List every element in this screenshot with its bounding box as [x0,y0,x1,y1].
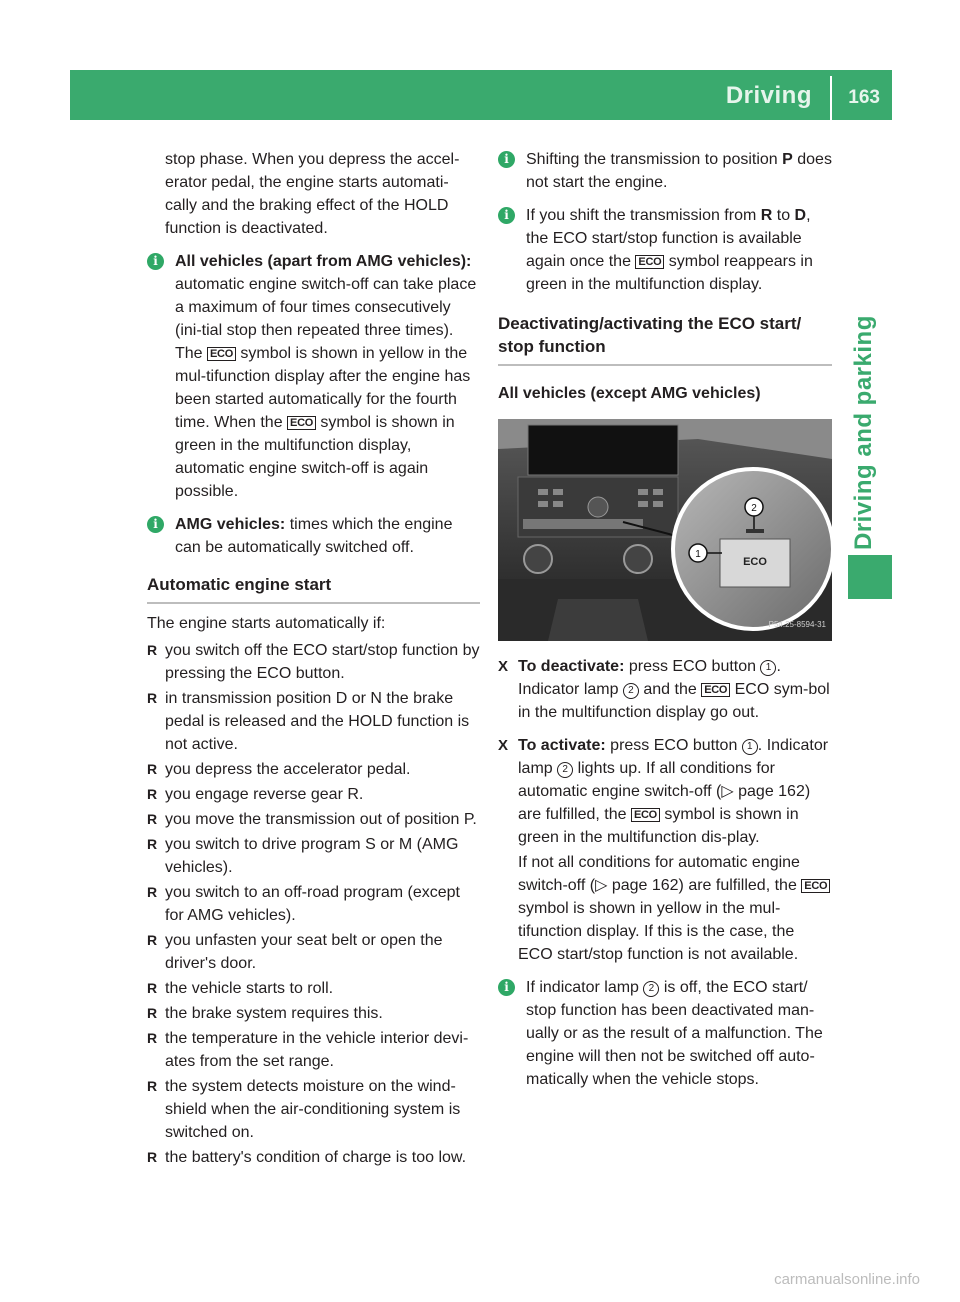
note-shift-to-p: i Shifting the transmission to position P does not start the engine. [498,148,832,194]
list-item: R the brake system requires this. [147,1005,383,1022]
eco-symbol-icon: ECO [635,255,664,269]
callout-2: 2 [751,503,757,514]
list-item: R you switch to an off-road program (except for AMG vehicles). [147,884,460,924]
list-item: R you move the transmission out of position P. [147,811,477,828]
eco-symbol-icon: ECO [701,683,730,697]
note-all-vehicles [147,250,480,503]
callout-1: 1 [695,549,701,560]
note-text: symbol is shown in green in the multifunction display, automatic engine switch-off is again possible. [175,414,455,500]
list-item: R you engage reverse gear R. [147,786,364,803]
list-item: R the battery's condition of charge is too low. [147,1149,467,1166]
dashboard-illustration [498,419,832,641]
page-reference-icon: ▷ [595,877,608,894]
info-icon: i [147,516,164,533]
circled-number-2: 2 [623,683,639,699]
page-number: 163 [848,87,880,108]
right-column [498,148,832,1091]
section-heading-automatic-engine-start: Automatic engine start [147,573,480,604]
list-item: R you unfasten your seat belt or open the driver's door. [147,932,443,972]
page-reference-icon: ▷ [721,783,734,800]
note-bold: All vehicles (apart from AMG vehicles): [175,253,472,270]
eco-button-label: ECO [743,556,767,568]
watermark: carmanualsonline.info [774,1271,920,1288]
eco-symbol-icon: ECO [631,808,660,822]
info-icon: i [147,253,164,270]
note-shift-r-to-d: i If you shift the transmission from R to D, the ECO start/stop function is available again once the ECO symbol reappears in green in the multifunction display. [498,204,832,296]
info-icon: i [498,151,515,168]
list-item: R you switch off the ECO start/stop function by pressing the ECO button. [147,642,480,682]
info-icon: i [498,207,515,224]
header-divider [830,76,832,120]
intro-text: The engine starts automatically if: [147,615,386,632]
note-amg-vehicles [147,513,480,559]
list-item: R you switch to drive program S or M (AMG vehicles). [147,836,459,876]
list-item: R you depress the accelerator pedal. [147,761,411,778]
circled-number-2: 2 [557,762,573,778]
step-activate-followup: If not all conditions for automatic engine switch-off (▷ page 162) are fulfilled, the ECO symbol is shown in yellow in the mul-tifunction display. If this is the case, the ECO start/stop function is not available. [518,851,832,966]
list-item: R the vehicle starts to roll. [147,980,334,997]
list-item: R the temperature in the vehicle interior devi-ates from the set range. [147,1030,469,1070]
list-item: R the system detects moisture on the wind-shield when the air-conditioning system is switched on. [147,1078,461,1141]
eco-symbol-icon: ECO [801,879,830,893]
step-activate: X To activate: press ECO button 1 . Indicator lamp 2 lights up. If all conditions for automatic engine switch-off (▷ page 162) are fulfilled, the ECO symbol is shown in green in the multifunction dis-play. If not all conditions for automatic engine switch-off (▷ page 162) are fulfilled, the ECO symbol is shown in yellow in the mul-tifunction display. If this is the case, the ECO start/stop function is not available. [498,734,832,966]
eco-symbol-icon: ECO [287,416,316,430]
info-icon: i [498,979,515,996]
step-arrow-icon: X [498,737,509,754]
engine-start-conditions-list [147,639,480,1169]
step-deactivate: X To deactivate: press ECO button 1 . Indicator lamp 2 and the ECO ECO sym-bol in the multifunction display go out. [498,655,832,724]
section-heading-eco-start-stop: Deactivating/activating the ECO start/ stop function [498,312,832,366]
side-tab-label: Driving and parking [850,315,877,550]
circled-number-1: 1 [742,739,758,755]
circled-number-2: 2 [643,981,659,997]
subheading-all-vehicles: All vehicles (except AMG vehicles) [498,385,761,402]
note-indicator-lamp-off: i If indicator lamp 2 is off, the ECO start/ stop function has been deactivated man-ually or as the result of a malfunction. The engine will then not be switched off auto-matically when the vehicle stops. [498,976,832,1091]
eco-button-illustration [498,419,832,641]
figure-reference: P54.25-8594-31 [768,620,826,629]
left-column [147,148,480,1169]
continued-paragraph: stop phase. When you depress the accel-erator pedal, the engine starts automati-cally and the braking effect of the HOLD function is deactivated. [165,151,460,237]
note-text: symbol is shown in yellow in the mul-tifunction display after the engine has been started automatically for the fourth time. When the [175,345,471,431]
note-text: automatic engine switch-off can take place a maximum of four times consecutively (ini-tial stop then repeated three times). The [175,276,477,362]
chapter-title: Driving [725,82,812,109]
side-tab-marker [848,555,892,599]
eco-symbol-icon: ECO [207,347,236,361]
note-text: times which the engine can be automatically switched off. [175,516,453,556]
circled-number-1: 1 [760,660,776,676]
header-bar [70,70,892,120]
step-arrow-icon: X [498,658,509,675]
note-bold: AMG vehicles: [175,516,286,533]
list-item: R in transmission position D or N the brake pedal is released and the HOLD function is not active. [147,690,470,753]
